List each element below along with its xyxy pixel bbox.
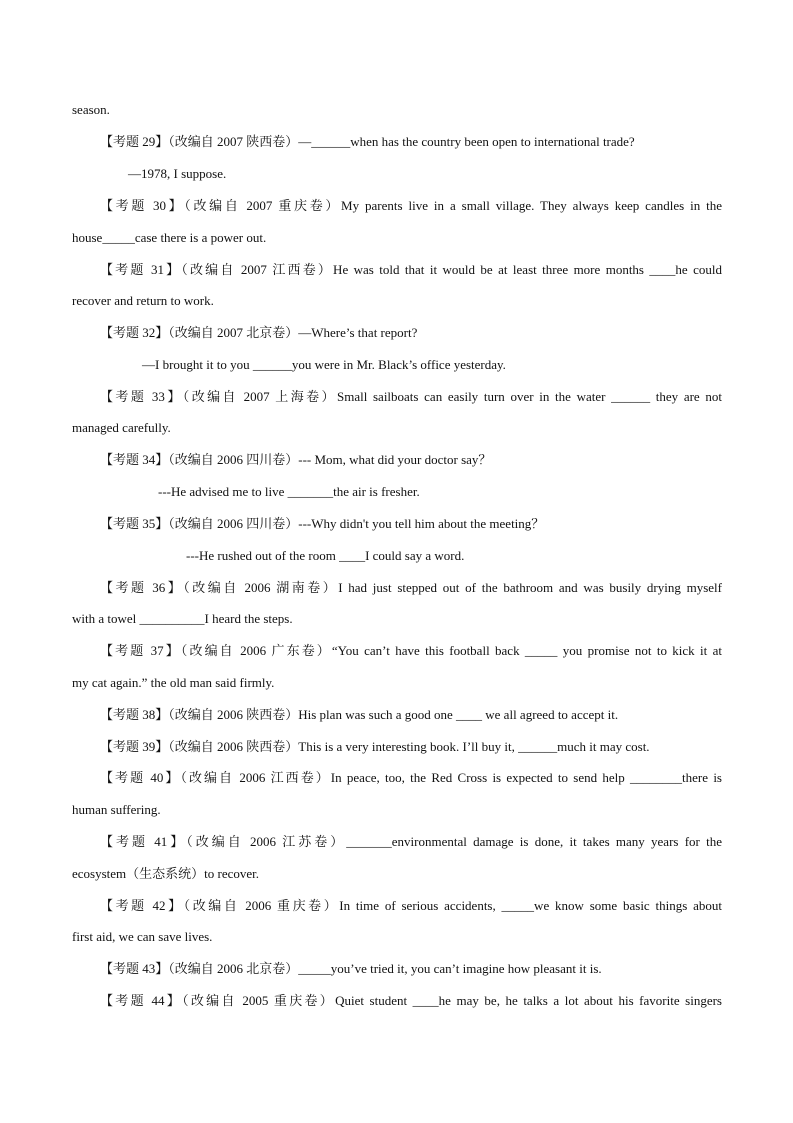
question-30: 【考题 30】（改编自 2007 重庆卷）My parents live in a small village. They always keep candles in the (100, 198, 722, 213)
text-line: ecosystem（生态系统）to recover. (72, 866, 260, 881)
question-38: 【考题 38】（改编自 2006 陕西卷）His plan was such a good one ____ we all agreed to accept it. (100, 707, 619, 722)
answer-line: —I brought it to you ______you were in Mr. Black’s office yesterday. (142, 357, 506, 372)
question-32: 【考题 32】（改编自 2007 北京卷）—Where’s that report? (100, 325, 418, 340)
question-35: 【考题 35】（改编自 2006 四川卷）---Why didn't you tell him about the meeting？ (100, 516, 545, 531)
text-line: my cat again.” the old man said firmly. (72, 675, 275, 690)
text-line: with a towel __________I heard the steps. (72, 611, 293, 626)
question-41: 【考题 41】（改编自 2006 江苏卷）_______environmental damage is done, it takes many years for the (100, 834, 722, 849)
question-34: 【考题 34】（改编自 2006 四川卷）--- Mom, what did your doctor say？ (100, 452, 492, 467)
answer-line: ---He rushed out of the room ____I could say a word. (186, 548, 465, 563)
text-line: recover and return to work. (72, 293, 214, 308)
answer-line: —1978, I suppose. (128, 166, 227, 181)
question-36: 【考题 36】（改编自 2006 湖南卷）I had just stepped out of the bathroom and was busily drying myself (100, 580, 722, 595)
question-43: 【考题 43】（改编自 2006 北京卷）_____you’ve tried it, you can’t imagine how pleasant it is. (100, 961, 602, 976)
question-29: 【考题 29】（改编自 2007 陕西卷）—______when has the country been open to international trade? (100, 134, 635, 149)
question-33: 【考题 33】（改编自 2007 上海卷）Small sailboats can easily turn over in the water ______ they are not (100, 389, 722, 404)
question-37: 【考题 37】（改编自 2006 广东卷）“You can’t have this football back _____ you promise not to kick it at (100, 643, 722, 658)
text-line: season. (72, 102, 110, 117)
question-44: 【考题 44】（改编自 2005 重庆卷）Quiet student ____he may be, he talks a lot about his favorite singers (100, 993, 722, 1008)
question-40: 【考题 40】（改编自 2006 江西卷）In peace, too, the Red Cross is expected to send help ________there is (100, 770, 722, 785)
question-42: 【考题 42】（改编自 2006 重庆卷）In time of serious accidents, _____we know some basic things about (100, 898, 722, 913)
question-31: 【考题 31】（改编自 2007 江西卷）He was told that it would be at least three more months ____he could (100, 262, 722, 277)
text-line: managed carefully. (72, 420, 171, 435)
text-line: first aid, we can save lives. (72, 929, 213, 944)
question-39: 【考题 39】（改编自 2006 陕西卷）This is a very interesting book. I’ll buy it, ______much it may cost. (100, 739, 650, 754)
answer-line: ---He advised me to live _______the air is fresher. (158, 484, 420, 499)
text-line: house_____case there is a power out. (72, 230, 267, 245)
text-line: human suffering. (72, 802, 161, 817)
